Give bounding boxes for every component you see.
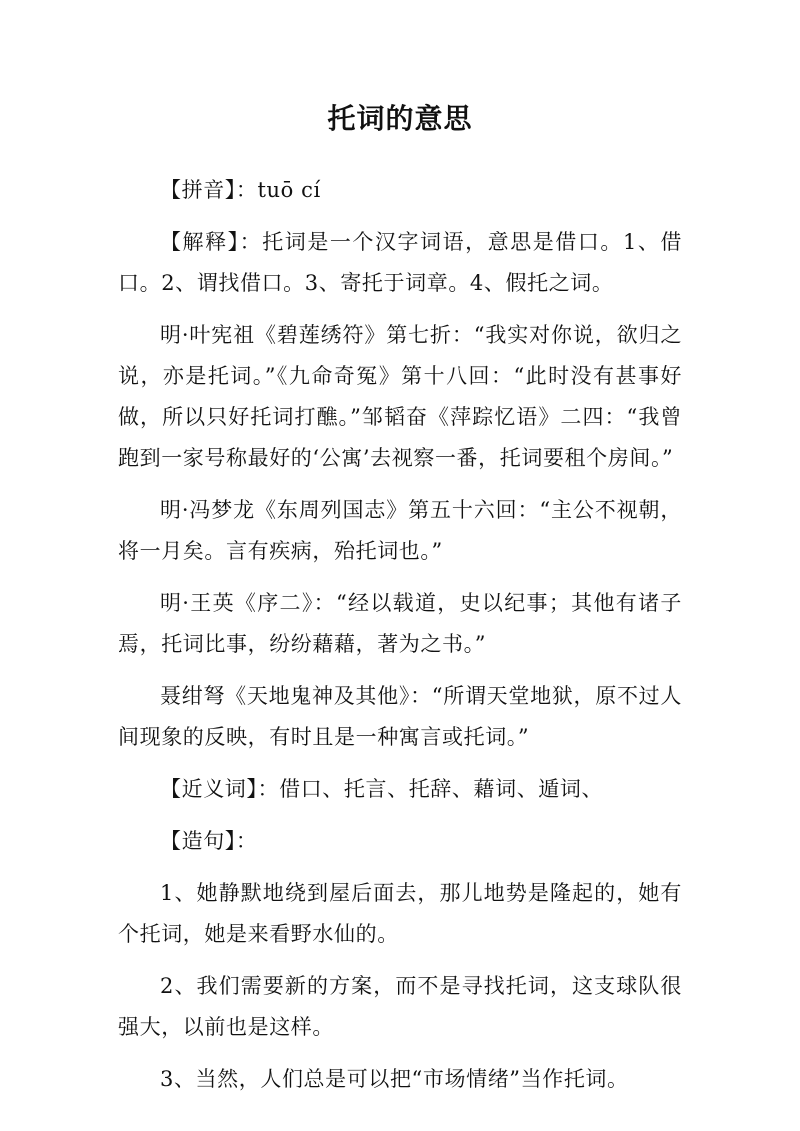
citation-paragraph: 明·王英《序二》：“经以载道，史以纪事；其他有诸子焉，托词比事，纷纷藉藉，著为之书。” [118,591,682,656]
citation-paragraph: 聂绀弩《天地鬼神及其他》：“所谓天堂地狱，原不过人间现象的反映，有时且是一种寓言或托词。” [118,684,682,749]
definition-paragraph: 【解释】：托词是一个汉字词语，意思是借口。1、借口。2、谓找借口。3、寄托于词章。4、假托之词。 [118,230,682,295]
example-sentence: 1、她静默地绕到屋后面去，那儿地势是隆起的，她有个托词，她是来看野水仙的。 [118,881,682,946]
citation-paragraph: 明·冯梦龙《东周列国志》第五十六回：“主公不视朝，将一月矣。言有疾病，殆托词也。” [118,498,682,563]
examples-heading: 【造句】： [160,829,258,853]
example-sentence: 2、我们需要新的方案，而不是寻找托词，这支球队很强大，以前也是这样。 [118,974,682,1039]
synonyms-paragraph: 【近义词】：借口、托言、托辞、藉词、遁词、 [160,777,604,801]
citation-paragraph: 明·叶宪祖《碧莲绣符》第七折：“我实对你说，欲归之说，亦是托词。”《九命奇冤》第十八回：“此时没有甚事好做，所以只好托词打醮。”邹韬奋《萍踪忆语》二四：“我曾跑到一家号称最好的‘公寓’去视察一番，托词要租个房间。” [118,323,682,470]
example-sentence: 3、当然，人们总是可以把“市场情绪”当作托词。 [160,1067,629,1091]
document-title: 托词的意思 [327,102,473,135]
pinyin-paragraph: 【拼音】：tuō cí [160,178,321,202]
